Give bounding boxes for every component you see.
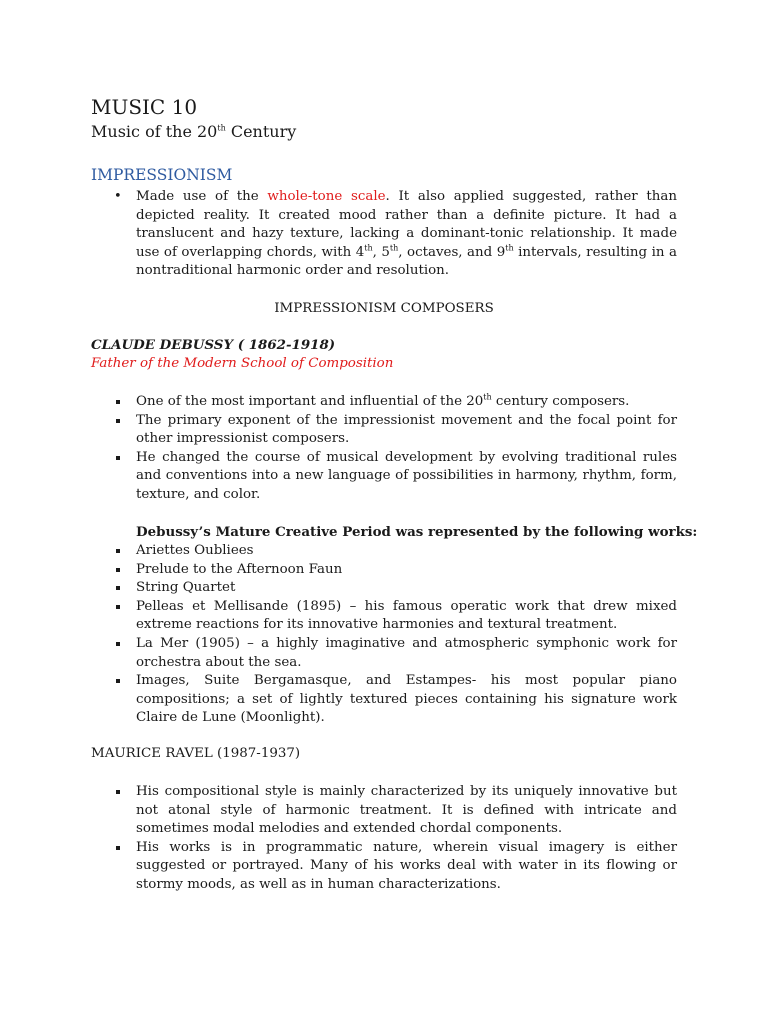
list-item: Images, Suite Bergamasque, and Estampes- his most popular piano compositions; a set of lightly textured pieces containing his signature work Claire de Lune (Moonlight). [114,672,677,728]
list-item [114,393,677,412]
list-item: Prelude to the Afternoon Faun [114,561,677,580]
superscript: th [389,243,399,253]
superscript: th [505,243,514,253]
subtitle-text: Music of the 20 [91,122,218,141]
works-heading: Debussy’s Mature Creative Period was represented by the following works: [136,524,698,540]
debussy-points-list [114,393,677,505]
ravel-points-list [114,783,677,895]
list-item: He changed the course of musical development by evolving traditional rules and conventions into a new language of possibilities in harmony, rhythm, form, texture, and color. [114,449,677,505]
composer-name-debussy: CLAUDE DEBUSSY ( 1862-1918) [91,337,336,353]
list-item: String Quartet [114,579,677,598]
subtitle-superscript: th [217,123,226,133]
list-item [114,188,677,281]
subtitle-suffix: Century [225,122,297,141]
list-item: His works is in programmatic nature, wherein visual imagery is either suggested or portrayed. Many of his works deal with water in its flowing or stormy moods, as well as in human characterizations. [114,839,677,895]
list-item: Pelleas et Mellisande (1895) – his famous operatic work that drew mixed extreme reactions for its innovative harmonies and textural treatment. [114,598,677,635]
text-run: intervals, resulting in a nontraditional harmonic order and resolution. [136,244,677,279]
list-item: His compositional style is mainly characterized by its uniquely innovative but not atonal style of harmonic treatment. It is defined with intricate and sometimes modal melodies and extended chordal components. [114,783,677,839]
text-run: , 5 [372,244,390,260]
page-title: MUSIC 10 [91,95,198,119]
list-item: Ariettes Oubliees [114,542,677,561]
impressionism-list [114,188,677,281]
composer-name-ravel: MAURICE RAVEL (1987-1937) [91,746,301,761]
text-run: century composers. [491,394,630,409]
list-item: The primary exponent of the impressionist movement and the focal point for other impressionist composers. [114,412,677,449]
debussy-works-list [114,542,677,728]
text-run: One of the most important and influential of the 20 [136,394,484,409]
text-run: . It also applied suggested, rather than depicted reality. It created mood rather than a definite picture. It had a translucent and hazy texture, lacking a dominant-tonic relationship. It made use of overlapping chords, with 4 [136,189,677,260]
composers-heading: IMPRESSIONISM COMPOSERS [274,301,494,316]
text-run: , octaves, and 9 [398,244,506,260]
page-subtitle [91,122,296,142]
superscript: th [364,243,373,253]
superscript: th [483,392,492,402]
list-item: La Mer (1905) – a highly imaginative and atmospheric symphonic work for orchestra about the sea. [114,635,677,672]
section-heading-impressionism: IMPRESSIONISM [91,166,233,184]
highlight-text: whole-tone scale [267,189,386,204]
text-run: Made use of the [136,189,268,204]
composer-epithet-debussy: Father of the Modern School of Composition [91,356,394,371]
